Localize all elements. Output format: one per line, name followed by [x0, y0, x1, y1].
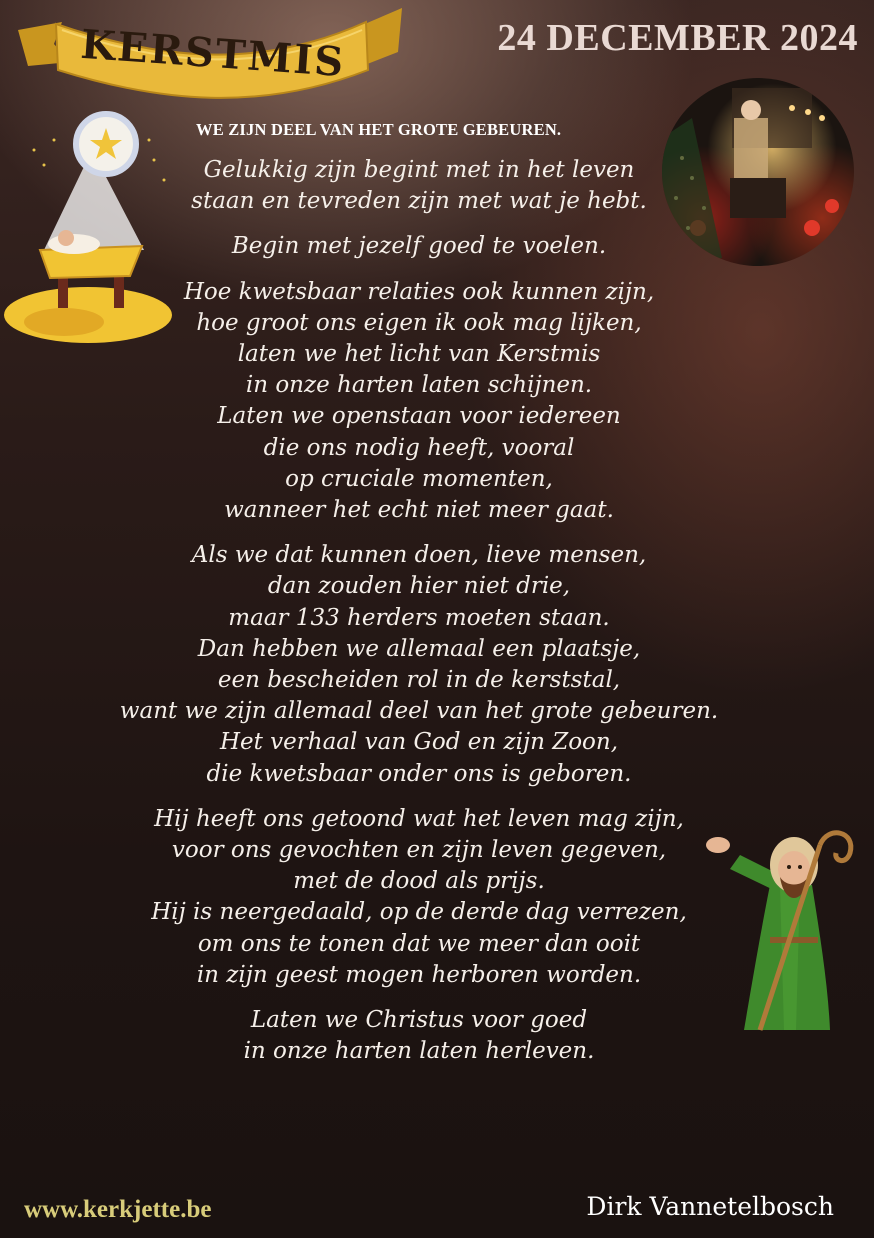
stanza-1 [0, 155, 838, 217]
poem-line: Het verhaal van God en zijn Zoon, [219, 729, 619, 756]
poem-line: staan en tevreden zijn met wat je hebt. [191, 188, 647, 215]
shepherd-illustration [700, 825, 860, 1040]
poem-line: dan zouden hier niet drie, [267, 573, 571, 600]
poem-line: voor ons gevochten en zijn leven gegeven, [171, 837, 667, 864]
poem-line: Gelukkig zijn begint met in het leven [203, 157, 635, 183]
poem-line: een bescheiden rol in de kerststal, [217, 667, 621, 694]
author-name: Dirk Vannetelbosch [586, 1192, 834, 1221]
date-heading: 24 DECEMBER 2024 [497, 17, 858, 59]
poem-line: Als we dat kunnen doen, lieve mensen, [191, 542, 647, 569]
poem-line: Hij heeft ons getoond wat het leven mag zijn, [154, 805, 684, 832]
stanza-3 [0, 277, 838, 527]
poem-line: die kwetsbaar onder ons is geboren. [206, 760, 632, 787]
shepherd-with-staff-icon [700, 825, 860, 1040]
poem-line: die ons nodig heeft, vooral [263, 434, 575, 461]
poem-line: om ons te tonen dat we meer dan ooit [197, 930, 641, 957]
poem-line: in onze harten laten herleven. [243, 1038, 595, 1065]
kerstmis-banner [10, 0, 402, 110]
poem-line: Hij is neergedaald, op de derde dag verrezen, [151, 899, 687, 926]
poem-line: met de dood als prijs. [293, 868, 545, 895]
banner-title: KERSTMIS [79, 20, 347, 87]
poem-line: op cruciale momenten, [285, 465, 553, 492]
poem-line: Laten we Christus voor goed [250, 1007, 588, 1034]
poem-line: want we zijn allemaal deel van het grote gebeuren. [119, 698, 719, 725]
poem-line: laten we het licht van Kerstmis [237, 341, 601, 368]
poem-line: wanneer het echt niet meer gaat. [224, 497, 614, 524]
poem-line: in onze harten laten schijnen. [245, 372, 593, 399]
poem-line: Laten we openstaan voor iedereen [217, 403, 621, 430]
poem-line: Dan hebben we allemaal een plaatsje, [197, 635, 641, 662]
stanza-4 [0, 540, 838, 790]
website-link[interactable]: www.kerkjette.be [24, 1196, 212, 1223]
poem-line: hoe groot ons eigen ik ook mag lijken, [196, 309, 642, 336]
stanza-2 [0, 231, 838, 262]
poem-line: maar 133 herders moeten staan. [228, 604, 610, 631]
poem-line: in zijn geest mogen herboren worden. [196, 961, 642, 988]
poem-subtitle: WE ZIJN DEEL VAN HET GROTE GEBEUREN. [196, 120, 562, 139]
poem-line: Hoe kwetsbaar relaties ook kunnen zijn, [183, 278, 655, 305]
poem-line: Begin met jezelf goed te voelen. [231, 233, 607, 260]
